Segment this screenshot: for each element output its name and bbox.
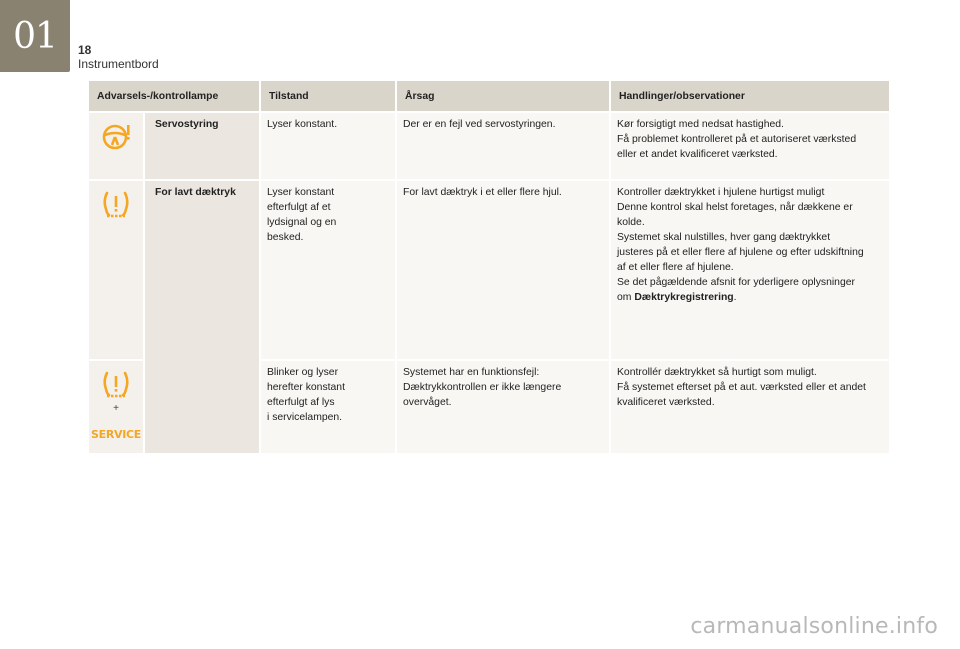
state-line: efterfulgt af lys: [267, 397, 335, 408]
action-line: Se det pågældende afsnit for yderligere oplysninger: [617, 277, 855, 288]
table-row: [89, 181, 889, 359]
section-title: Instrumentbord: [78, 57, 159, 71]
action-line-reference: [617, 290, 883, 305]
action-line: Få systemet efterset på et aut. værksted eller et andet: [617, 382, 866, 393]
warning-lamp-table: [87, 79, 891, 455]
cause-line: overvåget.: [403, 397, 452, 408]
action-line: kvalificeret værksted.: [617, 397, 715, 408]
lamp-state: [261, 181, 395, 359]
action-line: Kør forsigtigt med nedsat hastighed.: [617, 119, 784, 130]
state-line: i servicelampen.: [267, 412, 343, 423]
lamp-actions: [611, 181, 889, 359]
action-line: Kontroller dæktrykket i hjulene hurtigst muligt: [617, 187, 825, 198]
lamp-cause: [397, 361, 609, 453]
action-line: Kontrollér dæktrykket så hurtigt som muligt.: [617, 367, 817, 378]
column-header-lamp: Advarsels-/kontrollampe: [89, 81, 259, 111]
power-steering-warning-icon: [99, 121, 133, 151]
state-line: Blinker og lyser: [267, 367, 339, 378]
action-line: Systemet skal nulstilles, hver gang dæktrykket: [617, 232, 831, 243]
service-lamp-icon: SERVICE: [91, 428, 141, 441]
state-line: herefter konstant: [267, 382, 345, 393]
state-line: lydsignal og en: [267, 217, 337, 228]
action-line: Få problemet kontrolleret på et autoriseret værksted: [617, 134, 857, 145]
cause-line: Dæktrykkontrollen er ikke længere: [403, 382, 562, 393]
plus-sign: +: [113, 403, 119, 414]
action-line: Denne kontrol skal helst foretages, når dækkene er: [617, 202, 853, 213]
table-header-row: [89, 81, 889, 111]
page-number: 18: [78, 43, 92, 57]
action-line: kolde.: [617, 217, 645, 228]
table-row: [89, 113, 889, 179]
lamp-actions: [611, 361, 889, 453]
state-line: besked.: [267, 232, 304, 243]
action-line: justeres på et eller flere af hjulene og efter udskiftning: [617, 247, 864, 258]
chapter-number: 01: [13, 15, 57, 57]
chapter-tab: [0, 0, 70, 72]
tyre-pressure-warning-icon: [100, 189, 132, 221]
cause-line: Systemet har en funktionsfejl:: [403, 367, 540, 378]
state-line: efterfulgt af et: [267, 202, 331, 213]
state-line: Lyser konstant: [267, 187, 335, 198]
watermark: carmanualsonline.info: [690, 614, 938, 639]
lamp-name: For lavt dæktryk: [145, 181, 259, 453]
action-line: af et eller flere af hjulene.: [617, 262, 734, 273]
reference-term: Dæktrykregistrering: [634, 292, 734, 303]
reference-prefix: om: [617, 292, 635, 303]
lamp-icon-cell: [89, 181, 143, 359]
column-header-actions: Handlinger/observationer: [611, 81, 889, 111]
tyre-pressure-warning-icon: [100, 369, 132, 401]
lamp-state: Lyser konstant.: [261, 113, 395, 179]
lamp-actions: [611, 113, 889, 179]
lamp-cause: Der er en fejl ved servostyringen.: [397, 113, 609, 179]
action-line: eller et andet kvalificeret værksted.: [617, 149, 778, 160]
lamp-icon-cell: [89, 361, 143, 453]
reference-suffix: .: [733, 292, 737, 303]
lamp-name: Servostyring: [145, 113, 259, 179]
lamp-cause: For lavt dæktryk i et eller flere hjul.: [397, 181, 609, 359]
column-header-cause: Årsag: [397, 81, 609, 111]
lamp-state: [261, 361, 395, 453]
column-header-state: Tilstand: [261, 81, 395, 111]
lamp-icon-cell: [89, 113, 143, 179]
